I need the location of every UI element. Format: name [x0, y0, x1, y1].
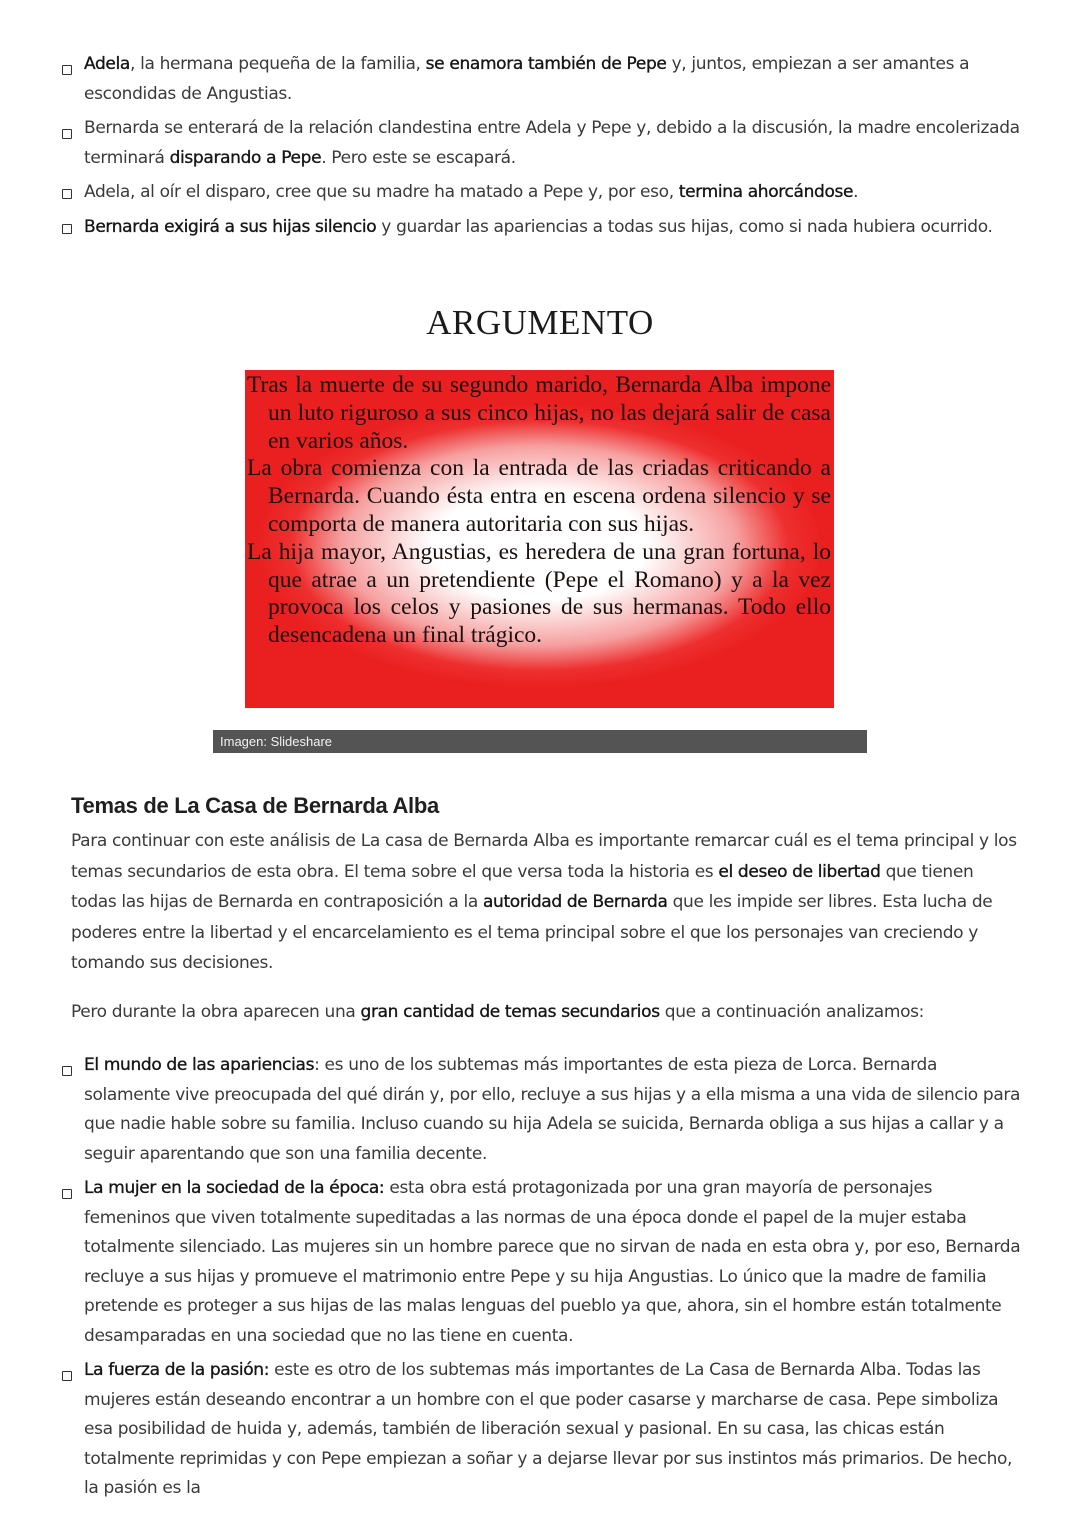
list-item: La fuerza de la pasión: este es otro de los subtemas más importantes de La Casa de Bernarda Alba. Todas las mujeres están deseando encontrar a un hombre con el que poder casarse y marcharse de casa. Pepe simboliza esa posibilidad de huida y, además, también de liberación sexual y pasional. En su casa, las chicas están totalmente reprimidas y con Pepe empiezan a soñar y a dejarse llevar por sus instintos más primarios. De hecho, la pasión es la [62, 1356, 1022, 1504]
plot-summary-list [62, 50, 1022, 247]
argument-image [245, 370, 834, 708]
argument-paragraph: Tras la muerte de su segundo marido, Bernarda Alba impone un luto riguroso a sus cinco hijas, no las dejará salir de casa en varios años. [247, 372, 831, 454]
themes-list [62, 1051, 1022, 1509]
argument-paragraph: La obra comienza con la entrada de las criadas criticando a Bernarda. Cuando ésta entra en escena ordena silencio y se comporta de manera autoritaria con sus hijas. [247, 455, 831, 537]
checkbox-bullet-icon [62, 1371, 72, 1381]
argument-paragraph: La hija mayor, Angustias, es heredera de una gran fortuna, lo que atrae a un pretendiente (Pepe el Romano) y a la vez provoca los celos y pasiones de sus hermanas. Todo ello desencadena un final trágico. [247, 538, 831, 649]
section-heading: Temas de La Casa de Bernarda Alba [71, 793, 439, 818]
image-caption: Imagen: Slideshare [213, 730, 867, 753]
checkbox-bullet-icon [62, 1189, 72, 1199]
list-item: Bernarda exigirá a sus hijas silencio y guardar las apariencias a todas sus hijas, como si nada hubiera ocurrido. [62, 213, 1022, 243]
checkbox-bullet-icon [62, 189, 72, 199]
checkbox-bullet-icon [62, 1066, 72, 1076]
list-item: Bernarda se enterará de la relación clandestina entre Adela y Pepe y, debido a la discusión, la madre encolerizada terminará disparando a Pepe. Pero este se escapará. [62, 114, 1022, 173]
checkbox-bullet-icon [62, 65, 72, 75]
list-item: La mujer en la sociedad de la época: esta obra está protagonizada por una gran mayoría de personajes femeninos que viven totalmente supeditadas a las normas de una época donde el papel de la mujer estaba totalmente silenciado. Las mujeres sin un hombre parece que no sirvan de nada en esta obra y, por eso, Bernarda recluye a sus hijas y promueve el matrimonio entre Pepe y su hija Angustias. Lo único que la madre de familia pretende es proteger a sus hijas de las malas lenguas del pueblo ya que, ahora, sin el hombre están totalmente desamparadas en una sociedad que no las tiene en cuenta. [62, 1174, 1022, 1351]
checkbox-bullet-icon [62, 224, 72, 234]
checkbox-bullet-icon [62, 129, 72, 139]
list-item: Adela, al oír el disparo, cree que su madre ha matado a Pepe y, por eso, termina ahorcándose. [62, 178, 1022, 208]
argument-title: ARGUMENTO [426, 303, 654, 342]
list-item: El mundo de las apariencias: es uno de los subtemas más importantes de esta pieza de Lorca. Bernarda solamente vive preocupada del qué dirán y, por ello, recluye a sus hijas y a ella misma a una vida de silencio para que nadie hable sobre su familia. Incluso cuando su hija Adela se suicida, Bernarda obliga a sus hijas a callar y a seguir aparentando que son una familia decente. [62, 1051, 1022, 1169]
intro-paragraph: Para continuar con este análisis de La casa de Bernarda Alba es importante remarcar cuál es el tema principal y los temas secundarios de esta obra. El tema sobre el que versa toda la historia es el deseo de libertad que tienen todas las hijas de Bernarda en contraposición a la autoridad de Bernarda que les impide ser libres. Esta lucha de poderes entre la libertad y el encarcelamiento es el tema principal sobre el que los personajes van creciendo y tomando sus decisiones. [71, 831, 1017, 973]
list-item: Adela, la hermana pequeña de la familia, se enamora también de Pepe y, juntos, empiezan a ser amantes a escondidas de Angustias. [62, 50, 1022, 109]
secondary-themes-paragraph: Pero durante la obra aparecen una gran cantidad de temas secundarios que a continuación analizamos: [71, 1002, 925, 1022]
argument-figure [213, 290, 867, 749]
